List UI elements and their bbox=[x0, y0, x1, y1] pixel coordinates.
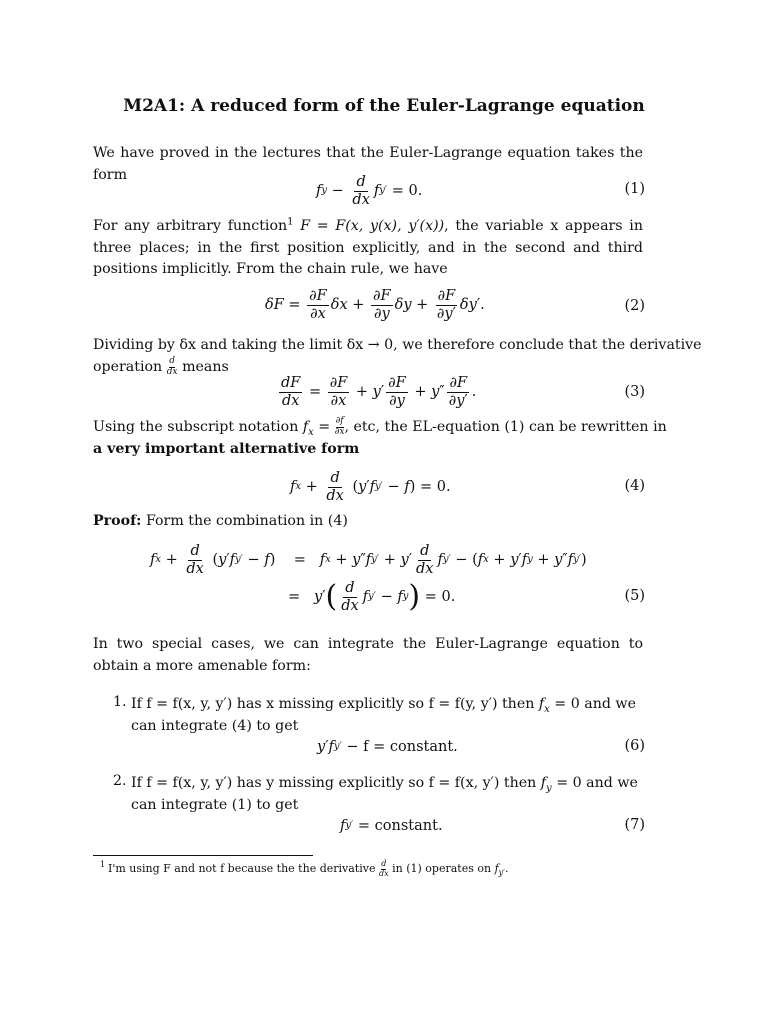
equation-7-label: (7) bbox=[624, 817, 645, 833]
footnote-marker: 1 bbox=[287, 216, 294, 228]
equation-5-label: (5) bbox=[624, 588, 645, 604]
list-item-1-number: 1. bbox=[113, 694, 127, 710]
list-item-1-line2: can integrate (4) to get bbox=[131, 718, 299, 734]
equation-5-line2: = y ′ ( $\frac{d}{dx}$ f y′ − f y ) = 0. bbox=[288, 579, 456, 614]
proof-line: Proof: Form the combination in (4) bbox=[93, 513, 348, 529]
footnote-rule bbox=[93, 855, 313, 856]
chain-rule-paragraph: For any arbitrary function$^1$ F = F(x, y(x), y′(x)), the variable x appears in three places; in the first position explicitly, and in the second and third positions implicitly. From the chain rule, we have bbox=[93, 216, 643, 277]
equation-5-line1: f x + $\frac{d}{dx}$ ( y ′ f y′ − f ) = f x + y ″ f y′ + y ′ $\frac{d}{dx}$ f y′ − ( f x + y ′ f y + y ″ f y′ ) bbox=[150, 542, 587, 577]
equation-1-label: (1) bbox=[624, 181, 645, 197]
equation-2-label: (2) bbox=[624, 298, 645, 314]
equation-6: y′f y′ − f = constant. bbox=[317, 739, 458, 755]
alternative-form-heading: a very important alternative form bbox=[93, 441, 360, 457]
dividing-paragraph-line2: operation $\frac{d}{dx}$ means bbox=[93, 356, 229, 377]
subscript-notation-paragraph: Using the subscript notation $f_x$ = $\frac{\partial f}{\partial x}$ , etc, the EL-equation (1) can be rewritten in bbox=[93, 416, 667, 438]
list-item-1-line1: If f = f(x, y, y′) has x missing explicitly so f = f(y, y′) then $f_x = 0$ and we bbox=[131, 696, 636, 715]
equation-2: δF = $\frac{\partial F}{\partial x}$ δx + $\frac{\partial F}{\partial y}$ δy + $\frac{\partial F}{\partial y'}$ δy ′. bbox=[265, 287, 485, 322]
special-cases-paragraph: In two special cases, we can integrate the Euler-Lagrange equation to obtain a more amenable form: bbox=[93, 636, 643, 674]
dividing-paragraph-line1: Dividing by δx and taking the limit δx → 0, we therefore conclude that the derivative bbox=[93, 337, 702, 353]
list-item-2-line1: If f = f(x, y, y′) has y missing explicitly so f = f(x, y′) then $f_y = 0$ and we bbox=[131, 775, 638, 794]
intro-paragraph: We have proved in the lectures that the Euler-Lagrange equation takes the form bbox=[93, 145, 643, 183]
equation-6-label: (6) bbox=[624, 738, 645, 754]
equation-4: f x + $\frac{d}{dx}$ ( y ′ f y′ − f ) = 0. bbox=[290, 469, 451, 504]
equation-7: f y′ = constant. bbox=[340, 818, 443, 834]
list-item-2-line2: can integrate (1) to get bbox=[131, 797, 299, 813]
equation-4-label: (4) bbox=[624, 478, 645, 494]
equation-3: $\frac{dF}{dx}$ = $\frac{\partial F}{\partial x}$ + y ′ $\frac{\partial F}{\partial y}$ + y ″ $\frac{\partial F}{\partial y'}$ . bbox=[281, 374, 477, 409]
document-title: M2A1: A reduced form of the Euler-Lagrange equation bbox=[123, 96, 645, 116]
footnote: 1 I'm using F and not f because the the derivative $\frac{d}{dx}$ in (1) operates on $f_{y'}$. bbox=[100, 859, 509, 878]
equation-3-label: (3) bbox=[624, 384, 645, 400]
list-item-2-number: 2. bbox=[113, 773, 127, 789]
equation-1: f y − $\frac{d}{dx}$ f y′ = 0. bbox=[316, 173, 423, 208]
